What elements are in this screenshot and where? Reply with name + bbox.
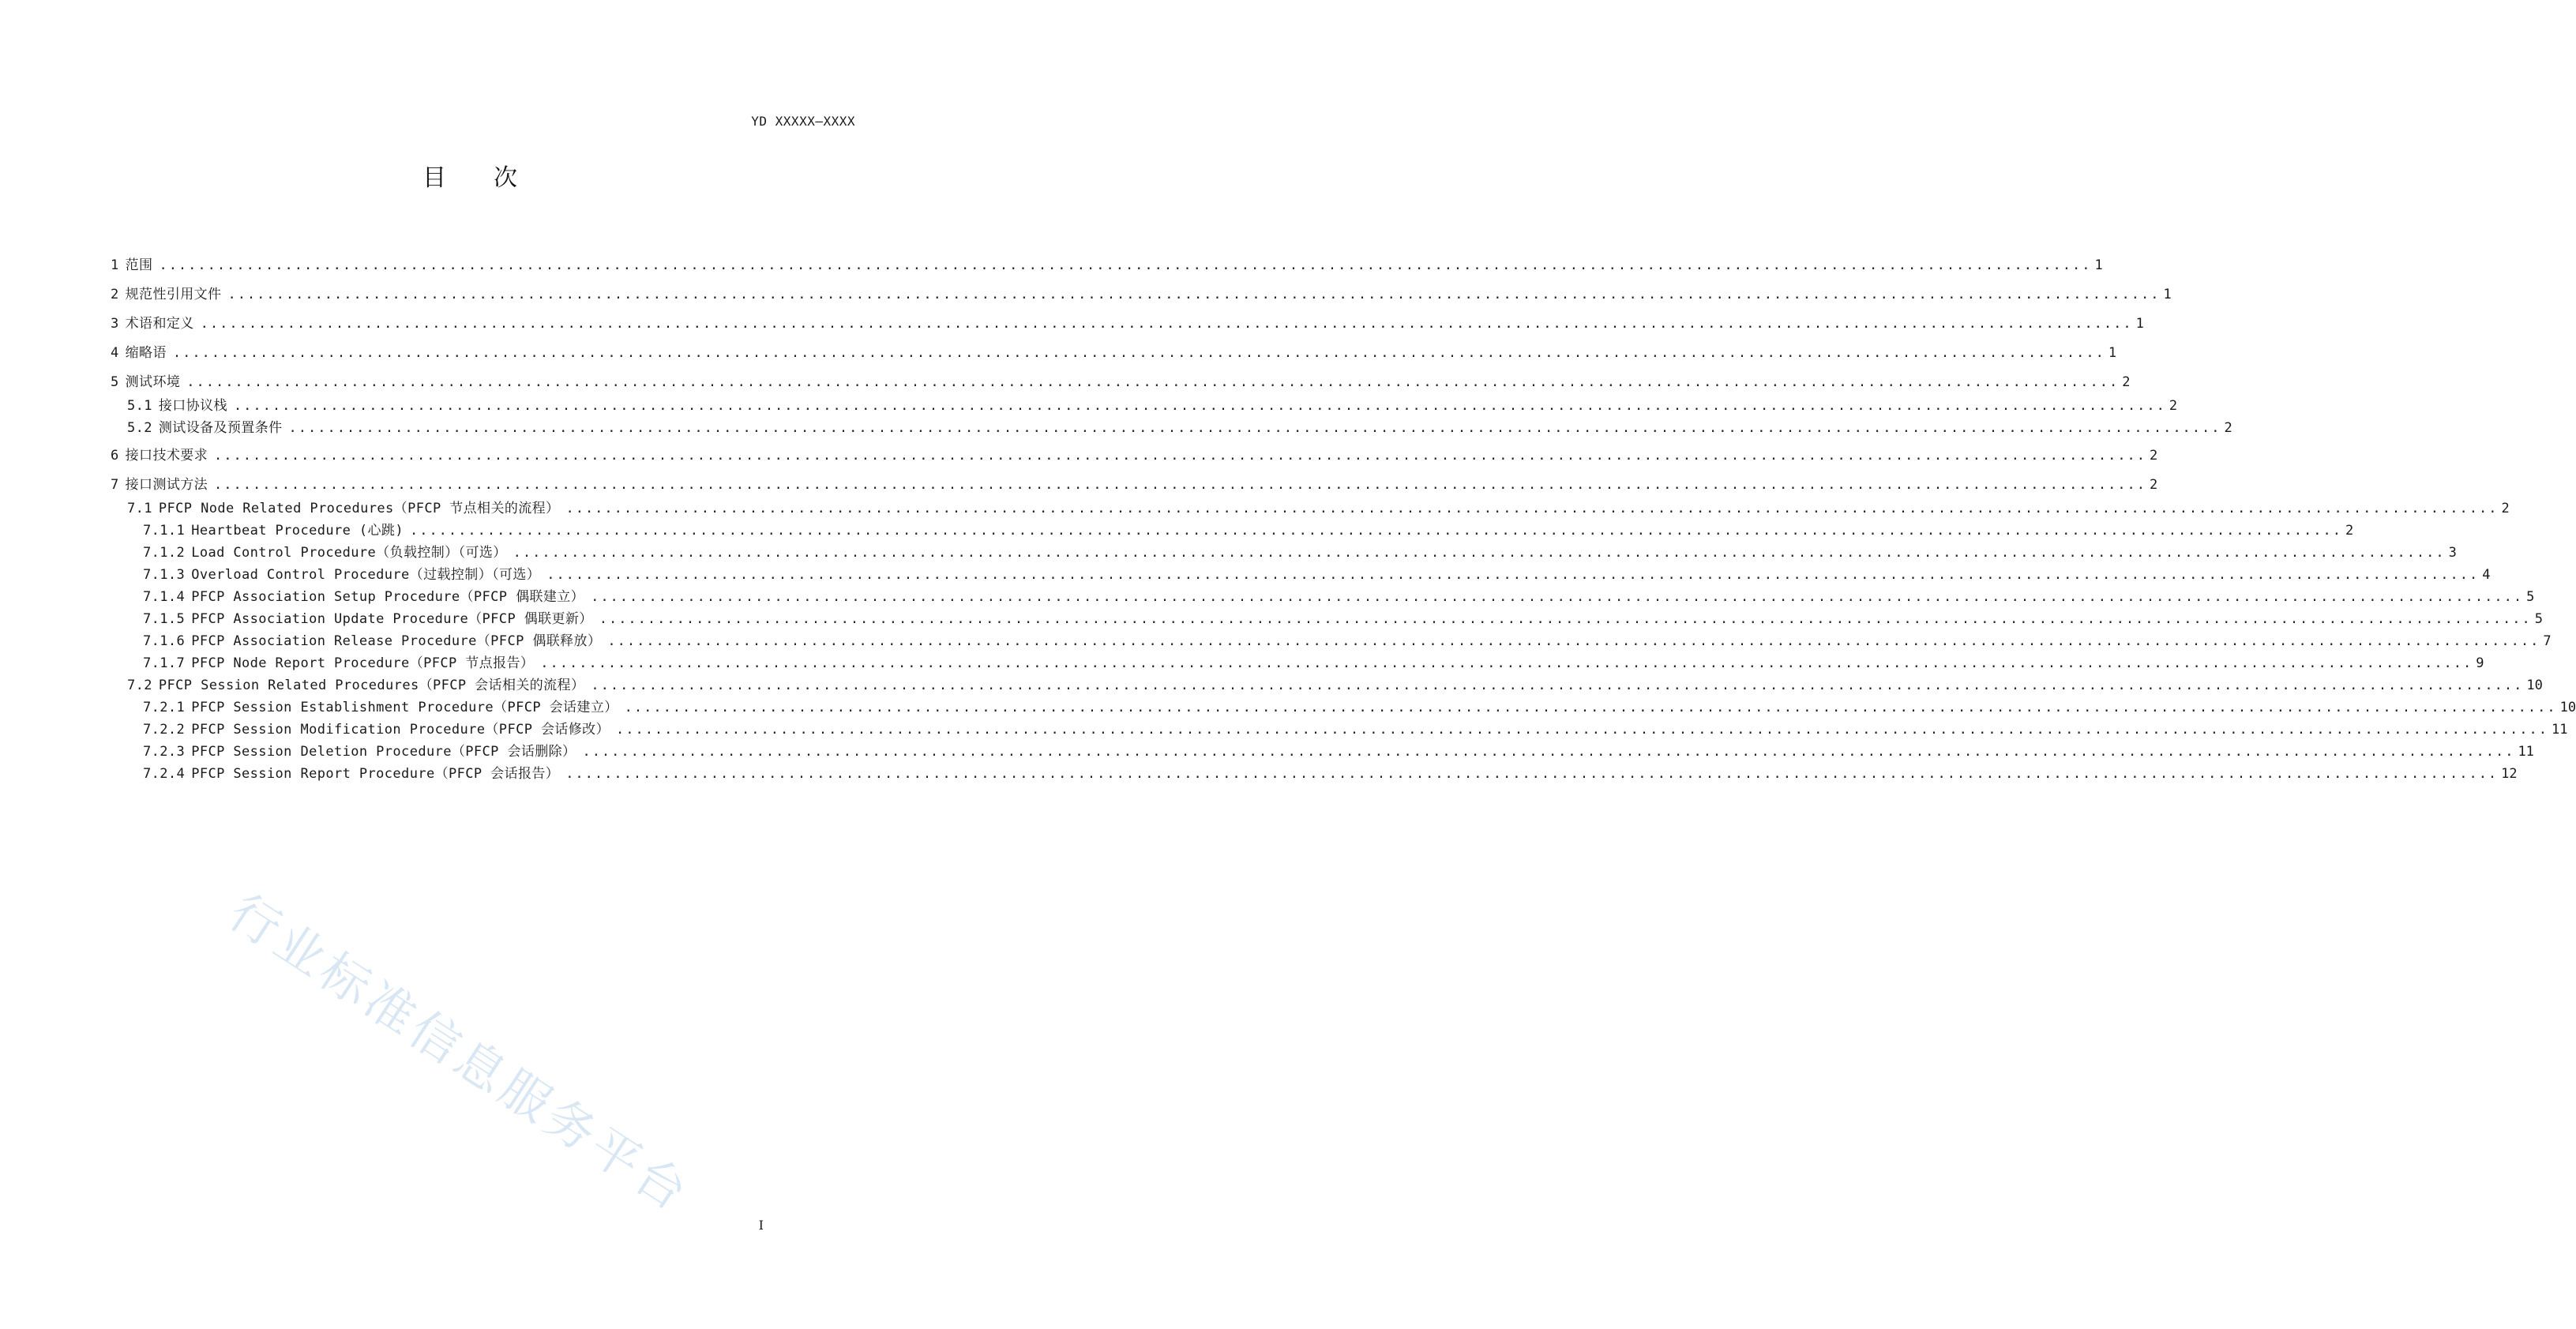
- document-code: YD XXXXX—XXXX: [751, 114, 855, 129]
- toc-dot-leader: ........................................................................................................................................................................................................: [186, 374, 2120, 390]
- toc-entry[interactable]: [111, 285, 2172, 304]
- toc-entry-page: 4: [2482, 567, 2491, 583]
- toc-entry-number: 1: [111, 257, 119, 273]
- toc-entry[interactable]: [111, 446, 2158, 465]
- toc-entry-page: 11: [2551, 722, 2568, 738]
- toc-dot-leader: ........................................................................................................................................................................................................: [540, 655, 2473, 671]
- toc-entry-page: 10: [2526, 678, 2543, 693]
- toc-entry-page: 2: [2224, 420, 2232, 436]
- toc-dot-leader: ........................................................................................................................................................................................................: [200, 316, 2133, 332]
- toc-entry-page: 5: [2526, 589, 2535, 605]
- toc-entry[interactable]: [127, 676, 2543, 695]
- toc-entry-page: 10: [2559, 700, 2576, 715]
- toc-entry-label: PFCP Session Report Procedure（PFCP 会话报告）: [191, 766, 560, 782]
- toc-dot-leader: ........................................................................................................................................................................................................: [227, 287, 2161, 302]
- toc-entry[interactable]: [111, 475, 2158, 494]
- toc-dot-leader: ........................................................................................................................................................................................................: [214, 448, 2147, 464]
- toc-dot-leader: ........................................................................................................................................................................................................: [582, 744, 2515, 760]
- toc-entry-label: PFCP Session Modification Procedure（PFCP 会话修改）: [191, 722, 610, 738]
- watermark: 行业标准信息服务平台: [219, 883, 701, 1224]
- toc-entry[interactable]: [127, 499, 2510, 518]
- toc-entry-label: PFCP Session Establishment Procedure（PFCP 会话建立）: [191, 700, 618, 715]
- toc-entry-page: 2: [2150, 448, 2158, 464]
- toc-entry[interactable]: [143, 610, 2543, 629]
- toc-dot-leader: ........................................................................................................................................................................................................: [607, 633, 2540, 649]
- toc-entry-label: 术语和定义: [125, 316, 194, 332]
- toc-entry-label: 接口测试方法: [125, 477, 208, 493]
- page-number: I: [758, 1218, 764, 1233]
- page-title: 目次: [422, 164, 565, 192]
- toc-entry-page: 7: [2543, 633, 2552, 649]
- toc-entry[interactable]: [111, 344, 2117, 362]
- toc-entry-number: 7.1.2: [143, 545, 186, 561]
- toc-entry-label: 缩略语: [125, 345, 167, 361]
- toc-entry-number: 7.2.2: [143, 722, 186, 738]
- toc-entry-number: 7.2: [127, 678, 152, 693]
- toc-entry-label: PFCP Node Report Procedure（PFCP 节点报告）: [191, 655, 535, 671]
- toc-entry-label: 范围: [125, 257, 153, 273]
- toc-dot-leader: ........................................................................................................................................................................................................: [172, 345, 2105, 361]
- toc-entry[interactable]: [143, 742, 2534, 761]
- toc-entry-page: 12: [2501, 766, 2518, 782]
- toc-entry-page: 3: [2448, 545, 2457, 561]
- toc-dot-leader: ........................................................................................................................................................................................................: [159, 257, 2092, 273]
- toc-entry-page: 1: [2108, 345, 2117, 361]
- toc-entry[interactable]: [143, 588, 2535, 606]
- toc-entry-number: 5.1: [127, 398, 152, 414]
- toc-dot-leader: ........................................................................................................................................................................................................: [409, 523, 2342, 539]
- toc-dot-leader: ........................................................................................................................................................................................................: [565, 501, 2499, 516]
- toc-entry-label: Heartbeat Procedure (心跳): [191, 523, 404, 539]
- toc-entry[interactable]: [143, 632, 2552, 651]
- toc-entry-number: 7.1.5: [143, 611, 186, 627]
- toc-entry-label: 测试环境: [125, 374, 181, 390]
- toc-entry[interactable]: [127, 419, 2232, 437]
- toc-entry-number: 7.1.6: [143, 633, 186, 649]
- toc-entry-number: 7.2.3: [143, 744, 186, 760]
- toc-entry[interactable]: [143, 698, 2576, 717]
- toc-entry-label: PFCP Association Update Procedure（PFCP 偶联更新）: [191, 611, 593, 627]
- toc-entry-page: 2: [2345, 523, 2354, 539]
- toc-entry[interactable]: [143, 565, 2491, 584]
- toc-entry-number: 5: [111, 374, 119, 390]
- toc-entry-label: Load Control Procedure（负载控制）（可选）: [191, 545, 507, 561]
- toc-entry-page: 9: [2476, 655, 2484, 671]
- toc-dot-leader: ........................................................................................................................................................................................................: [599, 611, 2532, 627]
- toc-dot-leader: ........................................................................................................................................................................................................: [288, 420, 2221, 436]
- toc-entry-label: 规范性引用文件: [125, 287, 222, 302]
- toc-entry[interactable]: [143, 543, 2457, 562]
- toc-dot-leader: ........................................................................................................................................................................................................: [565, 766, 2499, 782]
- toc-entry[interactable]: [143, 720, 2568, 739]
- toc-entry-number: 7.1.1: [143, 523, 186, 539]
- toc-entry-label: PFCP Session Deletion Procedure（PFCP 会话删除）: [191, 744, 576, 760]
- toc-entry-number: 5.2: [127, 420, 152, 436]
- toc-entry-label: 接口技术要求: [125, 448, 208, 464]
- toc-entry-label: PFCP Association Setup Procedure（PFCP 偶联建立）: [191, 589, 585, 605]
- toc-entry-page: 5: [2534, 611, 2543, 627]
- toc-entry-label: PFCP Node Related Procedures（PFCP 节点相关的流程）: [158, 501, 560, 516]
- toc-entry-number: 3: [111, 316, 119, 332]
- toc-entry[interactable]: [143, 654, 2484, 673]
- toc-entry-label: 测试设备及预置条件: [158, 420, 283, 436]
- toc-dot-leader: ........................................................................................................................................................................................................: [591, 589, 2524, 605]
- toc-entry-label: 接口协议栈: [158, 398, 227, 414]
- toc-entry-page: 2: [2122, 374, 2131, 390]
- toc-entry-number: 7.1: [127, 501, 152, 516]
- toc-entry-label: Overload Control Procedure（过载控制）（可选）: [191, 567, 541, 583]
- toc-entry-page: 2: [2169, 398, 2178, 414]
- toc-dot-leader: ........................................................................................................................................................................................................: [624, 700, 2557, 715]
- toc-dot-leader: ........................................................................................................................................................................................................: [615, 722, 2548, 738]
- toc-entry-page: 11: [2518, 744, 2534, 760]
- toc-entry-number: 7.1.3: [143, 567, 186, 583]
- toc-dot-leader: ........................................................................................................................................................................................................: [513, 545, 2446, 561]
- toc-dot-leader: ........................................................................................................................................................................................................: [546, 567, 2480, 583]
- toc-entry-number: 4: [111, 345, 119, 361]
- toc-entry-number: 7.1.4: [143, 589, 186, 605]
- toc-entry[interactable]: [111, 314, 2144, 333]
- toc-dot-leader: ........................................................................................................................................................................................................: [233, 398, 2166, 414]
- toc-entry-page: 2: [2150, 477, 2158, 493]
- toc-entry-page: 1: [2094, 257, 2103, 273]
- toc-entry-number: 7.2.4: [143, 766, 186, 782]
- toc-dot-leader: ........................................................................................................................................................................................................: [591, 678, 2524, 693]
- toc-entry[interactable]: [143, 764, 2518, 783]
- toc-entry-page: 1: [2163, 287, 2172, 302]
- toc-entry-number: 2: [111, 287, 119, 302]
- toc-dot-leader: ........................................................................................................................................................................................................: [214, 477, 2147, 493]
- toc-entry-number: 7.1.7: [143, 655, 186, 671]
- toc-entry-number: 7.2.1: [143, 700, 186, 715]
- toc-entry-number: 7: [111, 477, 119, 493]
- toc-entry[interactable]: [111, 373, 2131, 392]
- toc-entry[interactable]: [111, 256, 2103, 275]
- toc-entry[interactable]: [143, 521, 2354, 540]
- toc-entry-number: 6: [111, 448, 119, 464]
- toc-entry[interactable]: [127, 396, 2178, 415]
- toc-entry-label: PFCP Association Release Procedure（PFCP 偶联释放）: [191, 633, 602, 649]
- toc-entry-page: 1: [2135, 316, 2144, 332]
- toc-entry-page: 2: [2501, 501, 2510, 516]
- toc-entry-label: PFCP Session Related Procedures（PFCP 会话相关的流程）: [158, 678, 585, 693]
